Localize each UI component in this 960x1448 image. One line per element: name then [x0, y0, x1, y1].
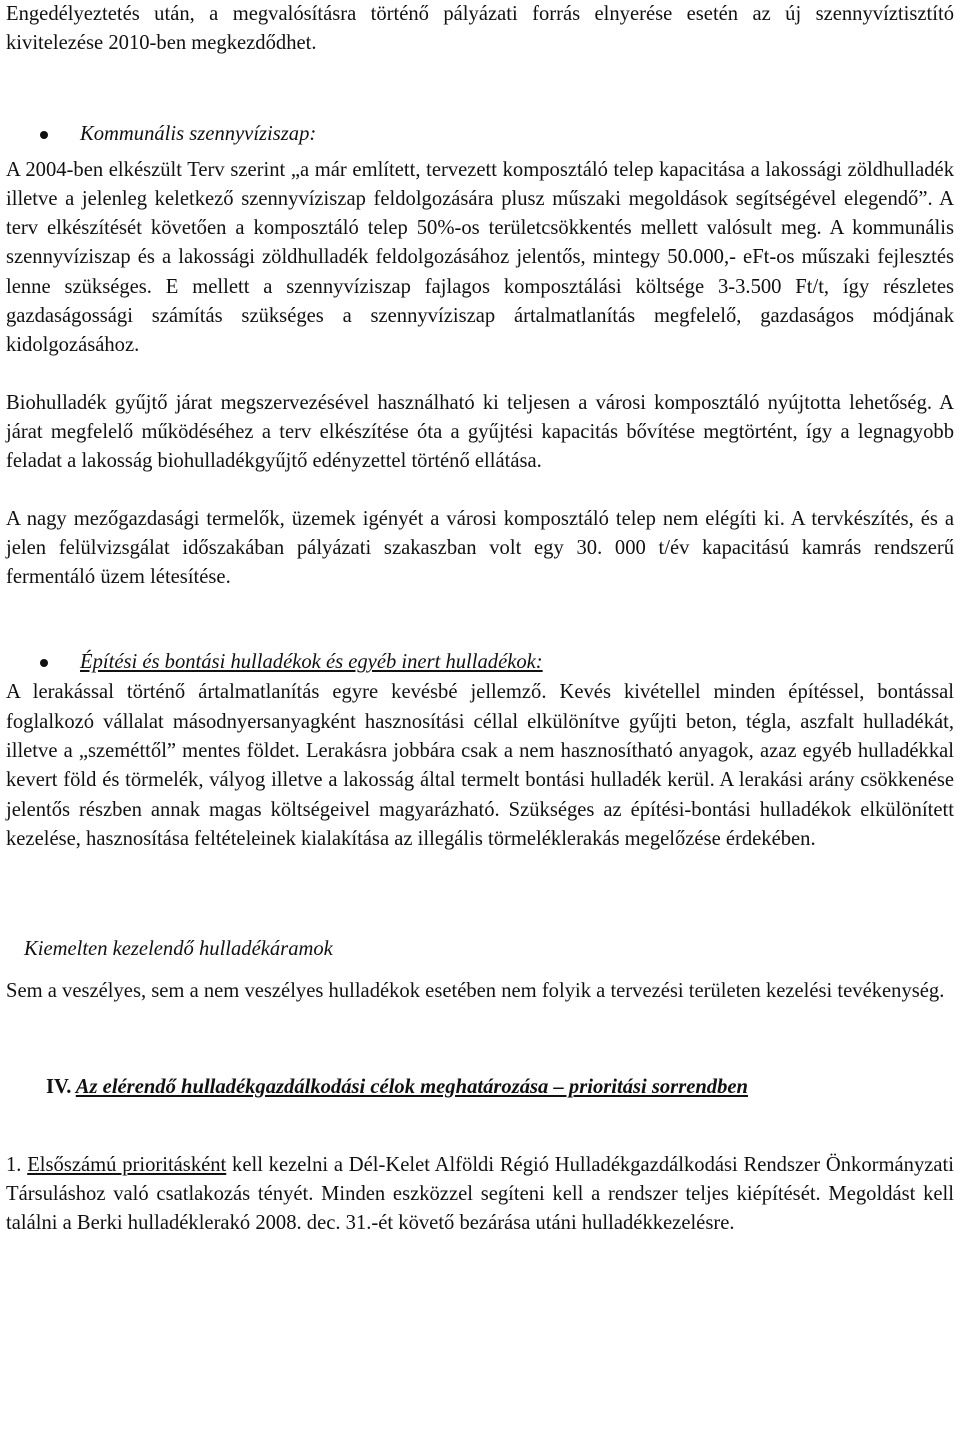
priority-1-number: 1. [6, 1153, 22, 1176]
priority-1-paragraph [6, 1151, 954, 1239]
bullet-dot-icon [40, 659, 48, 667]
special-streams-paragraph: Sem a veszélyes, sem a nem veszélyes hulladékok esetében nem folyik a tervezési területen kezelési tevékenység. [6, 980, 945, 1003]
priority-1-underlined: Elsőszámú prioritásként [27, 1153, 227, 1176]
sludge-paragraph-2: Biohulladék gyűjtő járat megszervezésével használható ki teljesen a városi komposztáló nyújtotta lehetőség. A járat megfelelő működéséhez a terv elkészítése óta a gyűjtési kapacitás bővítése megtörtént, így a legnagyobb feladat a lakosság biohulladékgyűjtő edényzettel történő ellátása. [6, 391, 954, 473]
construction-bullet-title: Építési és bontási hulladékok és egyéb inert hulladékok: [80, 651, 543, 674]
sludge-paragraph-1: A 2004-ben elkészült Terv szerint „a már említett, tervezett komposztáló telep kapacitása a lakossági zöldhulladék illetve a jelenleg keletkező szennyvíziszap feldolgozására plusz műszaki megoldások segítségével elegendő”. A terv elkészítését követően a komposztáló telep 50%-os területcsökkentés mellett valósult meg. A kommunális szennyvíziszap és a lakossági zöldhulladék feldolgozásához jelentős, mintegy 50.000,- eFt-os műszaki fejlesztés lenne szükséges. E mellett a szennyvíziszap fajlagos komposztálási költsége 3-3.500 Ft/t, így részletes gazdaságossági számítás szükséges a szennyvíziszap ártalmatlanítás megfelelő, gazdaságos módjának kidolgozásához. [6, 158, 954, 357]
sludge-bullet-title: Kommunális szennyvíziszap: [80, 122, 317, 145]
sludge-bullet [6, 120, 954, 149]
special-streams-heading: Kiemelten kezelendő hulladékáramok [24, 938, 333, 961]
section-iv-title: Az elérendő hulladékgazdálkodási célok meghatározása – prioritási sorrendben [75, 1075, 748, 1098]
priority-1-text: kell kezelni a Dél-Kelet Alföldi Régió Hulladékgazdálkodási Rendszer Önkormányzati Társuláshoz való csatlakozás tényét. Minden eszközzel segíteni kell a rendszer teljes kiépítését. Megoldást kell találni a Berki hulladéklerakó 2008. dec. 31.-ét követő bezárása utáni hulladékkezelésre. [6, 1153, 954, 1235]
section-iv-number: IV. [46, 1075, 72, 1098]
bullet-dot-icon [40, 131, 48, 139]
construction-paragraph: A lerakással történő ártalmatlanítás egyre kevésbé jellemző. Kevés kivétellel minden építéssel, bontással foglalkozó vállalat másodnyersanyagként hasznosítási céllal elkülönítve gyűjti beton, tégla, aszfalt hulladékát, illetve a „szeméttől” mentes földet. Lerakásra jobbára csak a nem hasznosítható anyagok, azaz egyéb hulladékkal kevert föld és törmelék, vályog illetve a lakosság által termelt bontási hulladék kerül. A lerakási arány csökkenése jelentős részben annak magas költségeivel magyarázható. Szükséges az építési-bontási hulladékok elkülönített kezelése, hasznosítása feltételeinek kialakítása az illegális törmeléklerakás megelőzése érdekében. [6, 681, 954, 850]
section-iv-heading [6, 1073, 954, 1102]
sludge-paragraph-3: A nagy mezőgazdasági termelők, üzemek igényét a városi komposztáló telep nem elégíti ki. A tervkészítés, és a jelen felülvizsgálat időszakában pályázati szakaszban volt egy 30. 000 t/év kapacitású kamrás rendszerű fermentáló üzem létesítése. [6, 507, 954, 589]
intro-paragraph: Engedélyeztetés után, a megvalósításra történő pályázati forrás elnyerése esetén az új szennyvíztisztító kivitelezése 2010-ben megkezdődhet. [6, 3, 954, 55]
construction-bullet [6, 648, 954, 677]
document-page [6, 0, 954, 1238]
